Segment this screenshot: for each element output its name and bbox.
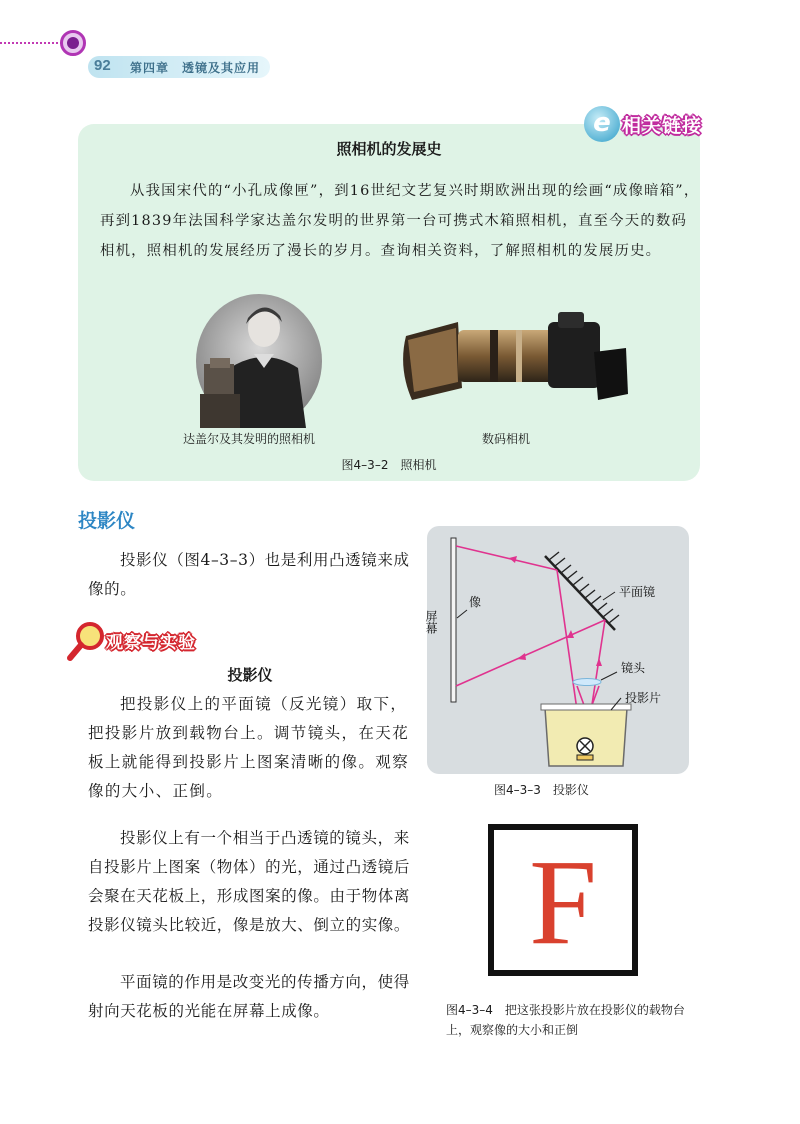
body-paragraph-1: 投影仪上有一个相当于凸透镜的镜头，来自投影片上图案（物体）的光，通过凸透镜后会聚在天花板上，形成图案的像。由于物体离投影仪镜头比较近，像是放大、倒立的实像。 [88, 829, 411, 934]
caption-digital-camera: 数码相机 [482, 432, 531, 446]
section-title: 投影仪 [78, 510, 136, 532]
projector-diagram [424, 526, 689, 774]
figure-caption-projector: 图4–3–3 投影仪 [494, 783, 589, 797]
label-mirror: 平面镜 [619, 585, 656, 599]
label-slide: 投影片 [625, 691, 662, 705]
body-paragraph-2: 平面镜的作用是改变光的传播方向，使得射向天花板的光能在屏幕上成像。 [88, 973, 410, 1020]
digital-camera-image [398, 312, 630, 412]
section-intro: 投影仪（图4–3–3）也是利用凸透镜来成像的。 [88, 551, 410, 598]
label-screen: 屏幕 [424, 610, 438, 634]
slide-f-figure [488, 824, 638, 976]
box-title: 照相机的发展史 [336, 140, 442, 158]
slide-letter: F [529, 835, 597, 970]
figure-caption-camera: 图4–3–2 照相机 [341, 458, 437, 472]
header-dotted-line [0, 42, 62, 44]
label-image: 像 [469, 595, 482, 609]
label-lens: 镜头 [621, 661, 646, 675]
magnifier-icon [66, 620, 108, 662]
observe-label: 观察与实验 [106, 633, 196, 653]
related-link-label: 相关链接 [622, 115, 703, 137]
e-icon: e [584, 106, 620, 142]
experiment-title: 投影仪 [227, 666, 273, 684]
page-number: 92 [94, 57, 111, 74]
box-paragraph-text: 从我国宋代的“小孔成像匣”，到16世纪文艺复兴时期欧洲出现的绘画“成像暗箱”，再到1839年法国科学家达盖尔发明的世界第一台可携式木箱照相机，直至今天的数码相机，照相机的发展经历了漫长的岁月。查询相关资料，了解照相机的发展历史。 [100, 183, 700, 259]
daguerre-portrait-image [196, 294, 322, 428]
observe-badge [66, 620, 266, 660]
caption-daguerre: 达盖尔及其发明的照相机 [183, 432, 316, 446]
figure-caption-slide: 图4–3–4 把这张投影片放在投影仪的载物台上，观察像的大小和正倒 [446, 1003, 685, 1037]
box-paragraph [100, 176, 700, 266]
experiment-paragraph: 把投影仪上的平面镜（反光镜）取下，把投影片放到载物台上。调节镜头，在天花板上就能得到投影片上图案清晰的像。观察像的大小、正倒。 [88, 695, 410, 800]
header-ring-icon [60, 30, 86, 56]
chapter-title: 第四章 透镜及其应用 [130, 61, 261, 75]
